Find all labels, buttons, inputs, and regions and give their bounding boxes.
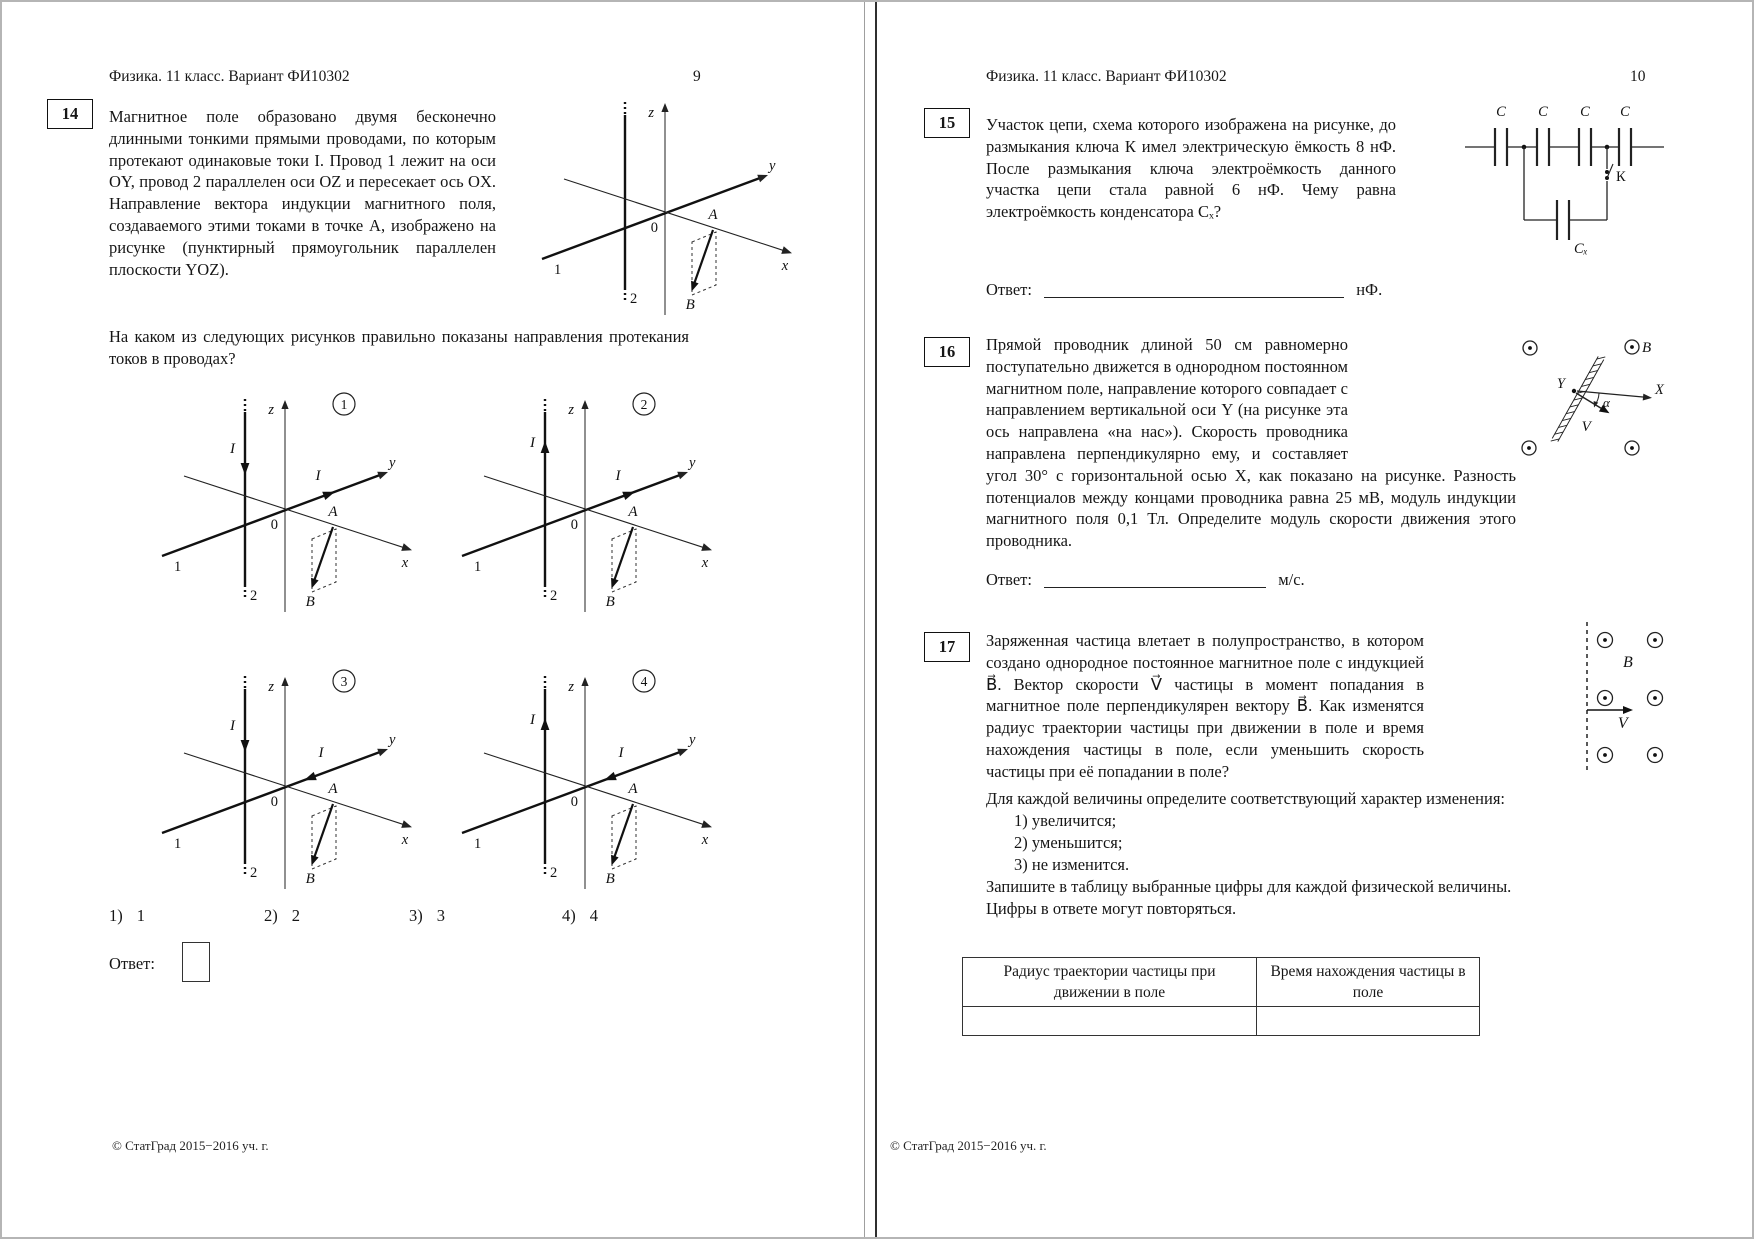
answer-row-15 (986, 280, 1382, 300)
option-3-value: 3 (436, 906, 445, 925)
option-1 (109, 906, 145, 926)
svg-text:1: 1 (174, 836, 182, 852)
answer-blank-16 (1044, 570, 1266, 588)
answer-label-16: Ответ: (986, 570, 1032, 589)
page-header-left: Физика. 11 класс. Вариант ФИ10302 (109, 68, 350, 85)
svg-text:C: C (1580, 104, 1590, 120)
svg-text:C: C (1620, 104, 1630, 120)
problem-15-circuit-figure (1457, 92, 1752, 262)
footer-left: © СтатГрад 2015−2016 уч. г. (112, 1138, 269, 1153)
svg-text:B⃗: B⃗ (305, 871, 327, 887)
svg-text:B⃗: B⃗ (685, 297, 707, 313)
svg-text:2: 2 (630, 291, 638, 307)
page-edge-line (864, 2, 865, 1237)
option-4-value: 4 (589, 906, 598, 925)
page-number-left: 9 (693, 68, 701, 85)
svg-text:x: x (401, 832, 409, 848)
problem-14-number: 14 (47, 99, 93, 129)
problem-15-number: 15 (924, 108, 970, 138)
answer-figure-1 (122, 387, 422, 622)
option-1-value: 1 (136, 906, 145, 925)
problem-17-choice-3: 3) не изменится. (1014, 855, 1130, 874)
option-4-label: 4) (562, 906, 576, 925)
svg-text:B⃗: B⃗ (605, 594, 627, 610)
option-4 (562, 906, 598, 926)
svg-text:y: y (389, 455, 396, 471)
option-1-label: 1) (109, 906, 123, 925)
svg-text:y: y (689, 455, 696, 471)
svg-text:C: C (1538, 104, 1548, 120)
svg-text:V⃗: V⃗ (1581, 419, 1603, 435)
svg-text:V⃗: V⃗ (1617, 715, 1641, 732)
svg-text:α: α (1603, 395, 1610, 410)
svg-text:К: К (1616, 169, 1626, 185)
problem-17-text-content: Заряженная частица влетает в полупространство, в котором создано однородное постоянное магнитное поле с индукцией B⃗. Вектор скорости V⃗ частицы в момент попадания в магнитное поле перпендикулярен вектору B⃗. Как изменятся радиус траектории частицы при движении в поле и время нахождения частицы в поле, если уменьшить скорость частицы при её попадании в поле? (986, 631, 1424, 781)
problem-17-figure (1579, 614, 1749, 786)
answer-table-17 (962, 957, 1480, 1036)
problem-17-note-1: Запишите в таблицу выбранные цифры для каждой физической величины. (986, 877, 1512, 896)
svg-text:z: z (268, 679, 274, 695)
answer-row-16 (986, 570, 1305, 590)
svg-text:4: 4 (640, 674, 648, 689)
svg-text:0: 0 (650, 220, 658, 236)
footer-right: © СтатГрад 2015−2016 уч. г. (890, 1138, 1047, 1153)
svg-text:z: z (268, 402, 274, 418)
svg-text:0: 0 (270, 517, 278, 533)
problem-14-question: На каком из следующих рисунков правильно показаны направления протекания токов в проводах? (109, 327, 689, 368)
problem-16-number: 16 (924, 337, 970, 367)
svg-text:y: y (769, 158, 776, 174)
svg-text:A: A (328, 504, 338, 520)
svg-text:I: I (318, 745, 324, 761)
svg-text:A: A (708, 207, 718, 223)
problem-15-text: Участок цепи, схема которого изображена на рисунке, до размыкания ключа К имел электрическую ёмкость 8 нФ. После размыкания ключа электроёмкость данного участка цепи стала равной 6 нФ. Чему равна электроёмкость конденсатора Cₓ? (986, 115, 1396, 222)
svg-text:z: z (568, 679, 574, 695)
svg-text:1: 1 (340, 397, 348, 412)
answer-blank-15 (1044, 280, 1344, 298)
problem-16-text (986, 334, 1516, 552)
svg-text:2: 2 (640, 397, 648, 412)
svg-text:0: 0 (270, 794, 278, 810)
svg-text:I: I (230, 441, 235, 457)
svg-text:B⃗: B⃗ (1623, 654, 1646, 671)
svg-text:I: I (615, 468, 621, 484)
svg-text:A: A (628, 781, 638, 797)
figure-16-float-spacer (1348, 334, 1516, 462)
svg-text:2: 2 (250, 865, 258, 881)
svg-text:B⃗: B⃗ (305, 594, 327, 610)
svg-text:A: A (328, 781, 338, 797)
answer-cell-radius (963, 1007, 1257, 1036)
svg-text:2: 2 (250, 588, 258, 604)
svg-text:x: x (781, 258, 789, 274)
svg-text:Cₓ: Cₓ (1574, 241, 1588, 257)
problem-14-text: Магнитное поле образовано двумя бесконечно длинными тонкими прямыми проводами, по которым протекают одинаковые токи I. Провод 1 лежит на оси OY, провод 2 параллелен оси OZ и пересекает ось OX. Направление вектора индукции магнитного поля, создаваемого этими токами в точке A, изображено на рисунке (пунктирный прямоугольник параллелен плоскости YOZ). (109, 107, 496, 279)
answer-table-col1-header: Радиус траектории частицы при движении в поле (963, 958, 1257, 1007)
svg-text:I: I (530, 435, 535, 451)
svg-text:2: 2 (550, 865, 558, 881)
answer-cell-time (1257, 1007, 1480, 1036)
answer-table-input-row (963, 1007, 1480, 1036)
problem-16-text-content: Прямой проводник длиной 50 см равномерно поступательно движется в однородном постоянном магнитном поле, направление которого совпадает с направлением вертикальной оси Y (на рисунке эта ось направлена «на нас»). Скорость проводника направлена перпендикулярно ему, и составляет угол 30° с горизонтальной осью X, как показано на рисунке. Разность потенциалов между концами проводника равна 25 мВ, модуль индукции магнитного поля 0,1 Тл. Определите модуль скорости движения этого проводника. (986, 335, 1516, 551)
svg-text:B⃗: B⃗ (605, 871, 627, 887)
answer-unit-16: м/с. (1278, 570, 1305, 589)
figure-17-float-spacer (1424, 630, 1599, 788)
svg-text:C: C (1496, 104, 1506, 120)
problem-17-instruction: Для каждой величины определите соответствующий характер изменения: (986, 789, 1506, 808)
svg-text:1: 1 (474, 559, 482, 575)
svg-text:z: z (648, 105, 654, 121)
problem-17-number: 17 (924, 632, 970, 662)
svg-text:3: 3 (340, 674, 348, 689)
page-number-right: 10 (1630, 68, 1646, 85)
svg-text:x: x (701, 832, 709, 848)
svg-text:B⃗: B⃗ (1642, 340, 1663, 356)
svg-text:I: I (618, 745, 624, 761)
answer-figure-4 (422, 664, 722, 899)
page-divider-line (875, 2, 877, 1237)
page-header-right: Физика. 11 класс. Вариант ФИ10302 (986, 68, 1227, 85)
option-2-value: 2 (291, 906, 300, 925)
svg-text:A: A (628, 504, 638, 520)
option-2-label: 2) (264, 906, 278, 925)
svg-text:1: 1 (554, 262, 562, 278)
svg-text:x: x (701, 555, 709, 571)
problem-14-main-figure (502, 90, 802, 325)
svg-text:0: 0 (570, 794, 578, 810)
svg-text:I: I (230, 718, 235, 734)
svg-text:1: 1 (174, 559, 182, 575)
problem-17-note-2: Цифры в ответе могут повторяться. (986, 899, 1237, 918)
answer-figure-2 (422, 387, 722, 622)
option-3-label: 3) (409, 906, 423, 925)
answer-figure-3 (122, 664, 422, 899)
option-2 (264, 906, 300, 926)
option-3 (409, 906, 445, 926)
problem-17-choice-1: 1) увеличится; (1014, 811, 1117, 830)
svg-text:1: 1 (474, 836, 482, 852)
svg-text:0: 0 (570, 517, 578, 533)
svg-text:z: z (568, 402, 574, 418)
problem-16-figure (1505, 330, 1675, 465)
svg-text:Y: Y (1556, 376, 1565, 392)
answer-label-15: Ответ: (986, 280, 1032, 299)
svg-text:y: y (689, 732, 696, 748)
svg-text:x: x (401, 555, 409, 571)
answer-label-14: Ответ: (109, 954, 155, 973)
svg-text:X: X (1655, 382, 1664, 398)
svg-text:I: I (315, 468, 321, 484)
svg-text:y: y (389, 732, 396, 748)
answer-unit-15: нФ. (1356, 280, 1383, 299)
problem-17-text (986, 630, 1599, 788)
answer-box-14 (182, 942, 210, 982)
problem-17-choice-2: 2) уменьшится; (1014, 833, 1123, 852)
svg-text:I: I (530, 712, 535, 728)
svg-text:2: 2 (550, 588, 558, 604)
answer-table-col2-header: Время нахождения частицы в поле (1257, 958, 1480, 1007)
